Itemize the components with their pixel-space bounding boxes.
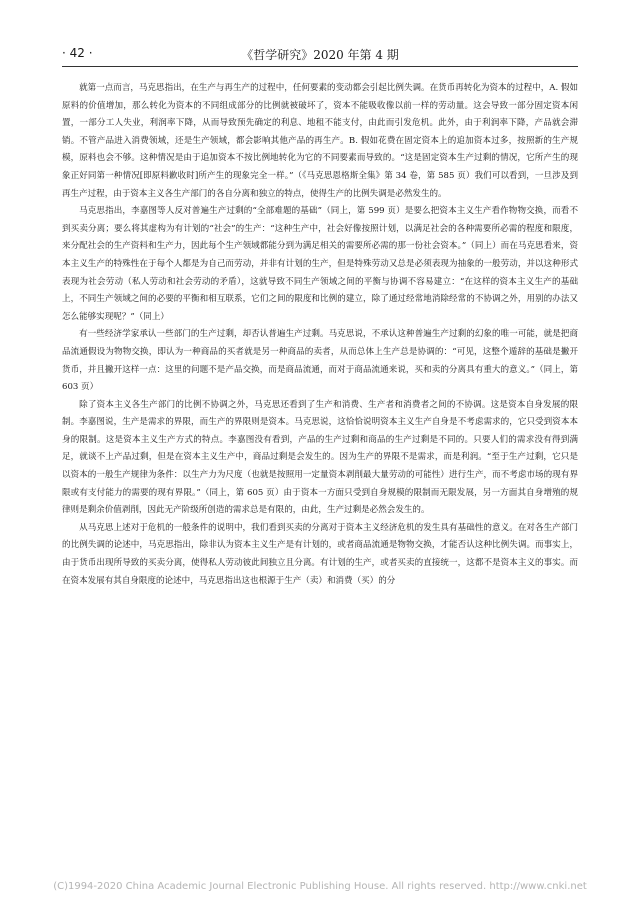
page-header [62, 40, 578, 67]
journal-title: 《哲学研究》2020 年第 4 期 [241, 48, 399, 62]
page-number: · 42 · [62, 46, 93, 60]
paragraph: 有一些经济学家承认一些部门的生产过剩，却否认普遍生产过剩。马克思说，不承认这种普遍生产过剩的幻象的唯一可能，就是把商品流通假设为物物交换，即认为一种商品的买者就是另一种商品的卖者，从而总体上生产总是协调的：“可见，这整个遁辞的基础是撇开货币，并且撇开这样一点：这里的问题不是产品交换，而是商品流通，而对于商品流通来说，买和卖的分离具有重大的意义。”（同上，第 603 页） [62, 329, 578, 393]
paragraph: 除了资本主义各生产部门的比例不协调之外，马克思还看到了生产和消费、生产者和消费者之间的不协调。这是资本自身发展的限制。李嘉图说，生产是需求的界限，而生产的界限则是资本。马克思说，这恰恰说明资本主义生产自身是不考虑需求的，它只受到资本本身的限制。这是资本主义生产方式的特点。李嘉图没有看到，产品的生产过剩和商品的生产过剩是不同的。只要人们的需求没有得到满足，就谈不上产品过剩，但是在资本主义生产中，商品过剩是会发生的。因为生产的界限不是需求，而是利润。“至于生产过剩，它只是以资本的一般生产规律为条件：以生产力为尺度（也就是按照用一定量资本剥削最大量劳动的可能性）进行生产，而不考虑市场的现有界限或有支付能力的需要的现有界限。”（同上，第 605 页）由于资本一方面只受到自身规模的限制而无限发展，另一方面其自身增殖的规律则是剩余价值剥削，因此无产阶级所创造的需求总是有限的，由此，生产过剩是必然会发生的。 [62, 399, 578, 516]
article-body [62, 80, 578, 590]
paragraph: 从马克思上述对于危机的一般条件的说明中，我们看到买卖的分离对于资本主义经济危机的发生具有基础性的意义。在对各生产部门的比例失调的论述中，马克思指出，除非认为资本主义生产是有计划的，或者商品流通是物物交换，才能否认这种比例失调。而事实上，由于货币出现所导致的买卖分离，使得私人劳动彼此间独立且分离。有计划的生产，或者买卖的直接统一，这都不是资本主义的事实。而在资本发展有其自身限度的论述中，马克思指出这也根源于生产（卖）和消费（买）的分 [62, 522, 578, 586]
copyright-footer: (C)1994-2020 China Academic Journal Electronic Publishing House. All rights reserved. http://www.cnki.net [53, 881, 587, 892]
paragraph: 就第一点而言，马克思指出，在生产与再生产的过程中，任何要素的变动都会引起比例失调。在货币再转化为资本的过程中，A. 假如原料的价值增加，那么转化为资本的不同组成部分的比例就被破坏了，资本不能吸收像以前一样的劳动量。这会导致一部分固定资本闲置，一部分工人失业，利润率下降，从而导致预先确定的利息、地租不能支付，由此而引发危机。此外，由于利润率下降，产品就会滞销。不管产品进入消费领域，还是生产领域，都会影响其他产品的再生产。B. 假如花费在固定资本上的追加资本过多，按照新的生产规模，原料也会不够。这种情况是由于追加资本不按比例地转化为它的不同要素而导致的。“这是固定资本生产过剩的情况，它所产生的现象正好同第一种情况[即原料歉收时]所产生的现象完全一样。”（《马克思恩格斯全集》第 34 卷，第 585 页）我们可以看到，一旦涉及到再生产过程，由于资本主义各生产部门的各自分离和独立的特点，使得生产的比例失调是必然发生的。 [62, 83, 578, 199]
paragraph: 马克思指出，李嘉图等人反对普遍生产过剩的“全部难题的基础”（同上，第 599 页）是要么把资本主义生产看作物物交换，而看不到买卖分离；要么将其虚构为有计划的“社会”的生产：“这种生产中，社会好像按照计划，以满足社会的各种需要所必需的程度和限度，来分配社会的生产资料和生产力，因此每个生产领域都能分到为满足相关的需要所必需的那一份社会资本。”（同上）而在马克思看来，资本主义生产的特殊性在于每个人都是为自己而劳动，并非有计划的生产，但是特殊劳动又总是必须表现为抽象的一般劳动，并以这种形式表现为社会劳动（私人劳动和社会劳动的矛盾），这就导致不同生产领域之间的平衡与协调不容易建立：“在这样的资本主义生产的基础上，不同生产领域之间的必要的平衡和相互联系，它们之间的限度和比例的建立，除了通过经常地消除经常的不协调之外，用别的办法又怎么能够实现呢？”（同上） [62, 206, 578, 322]
